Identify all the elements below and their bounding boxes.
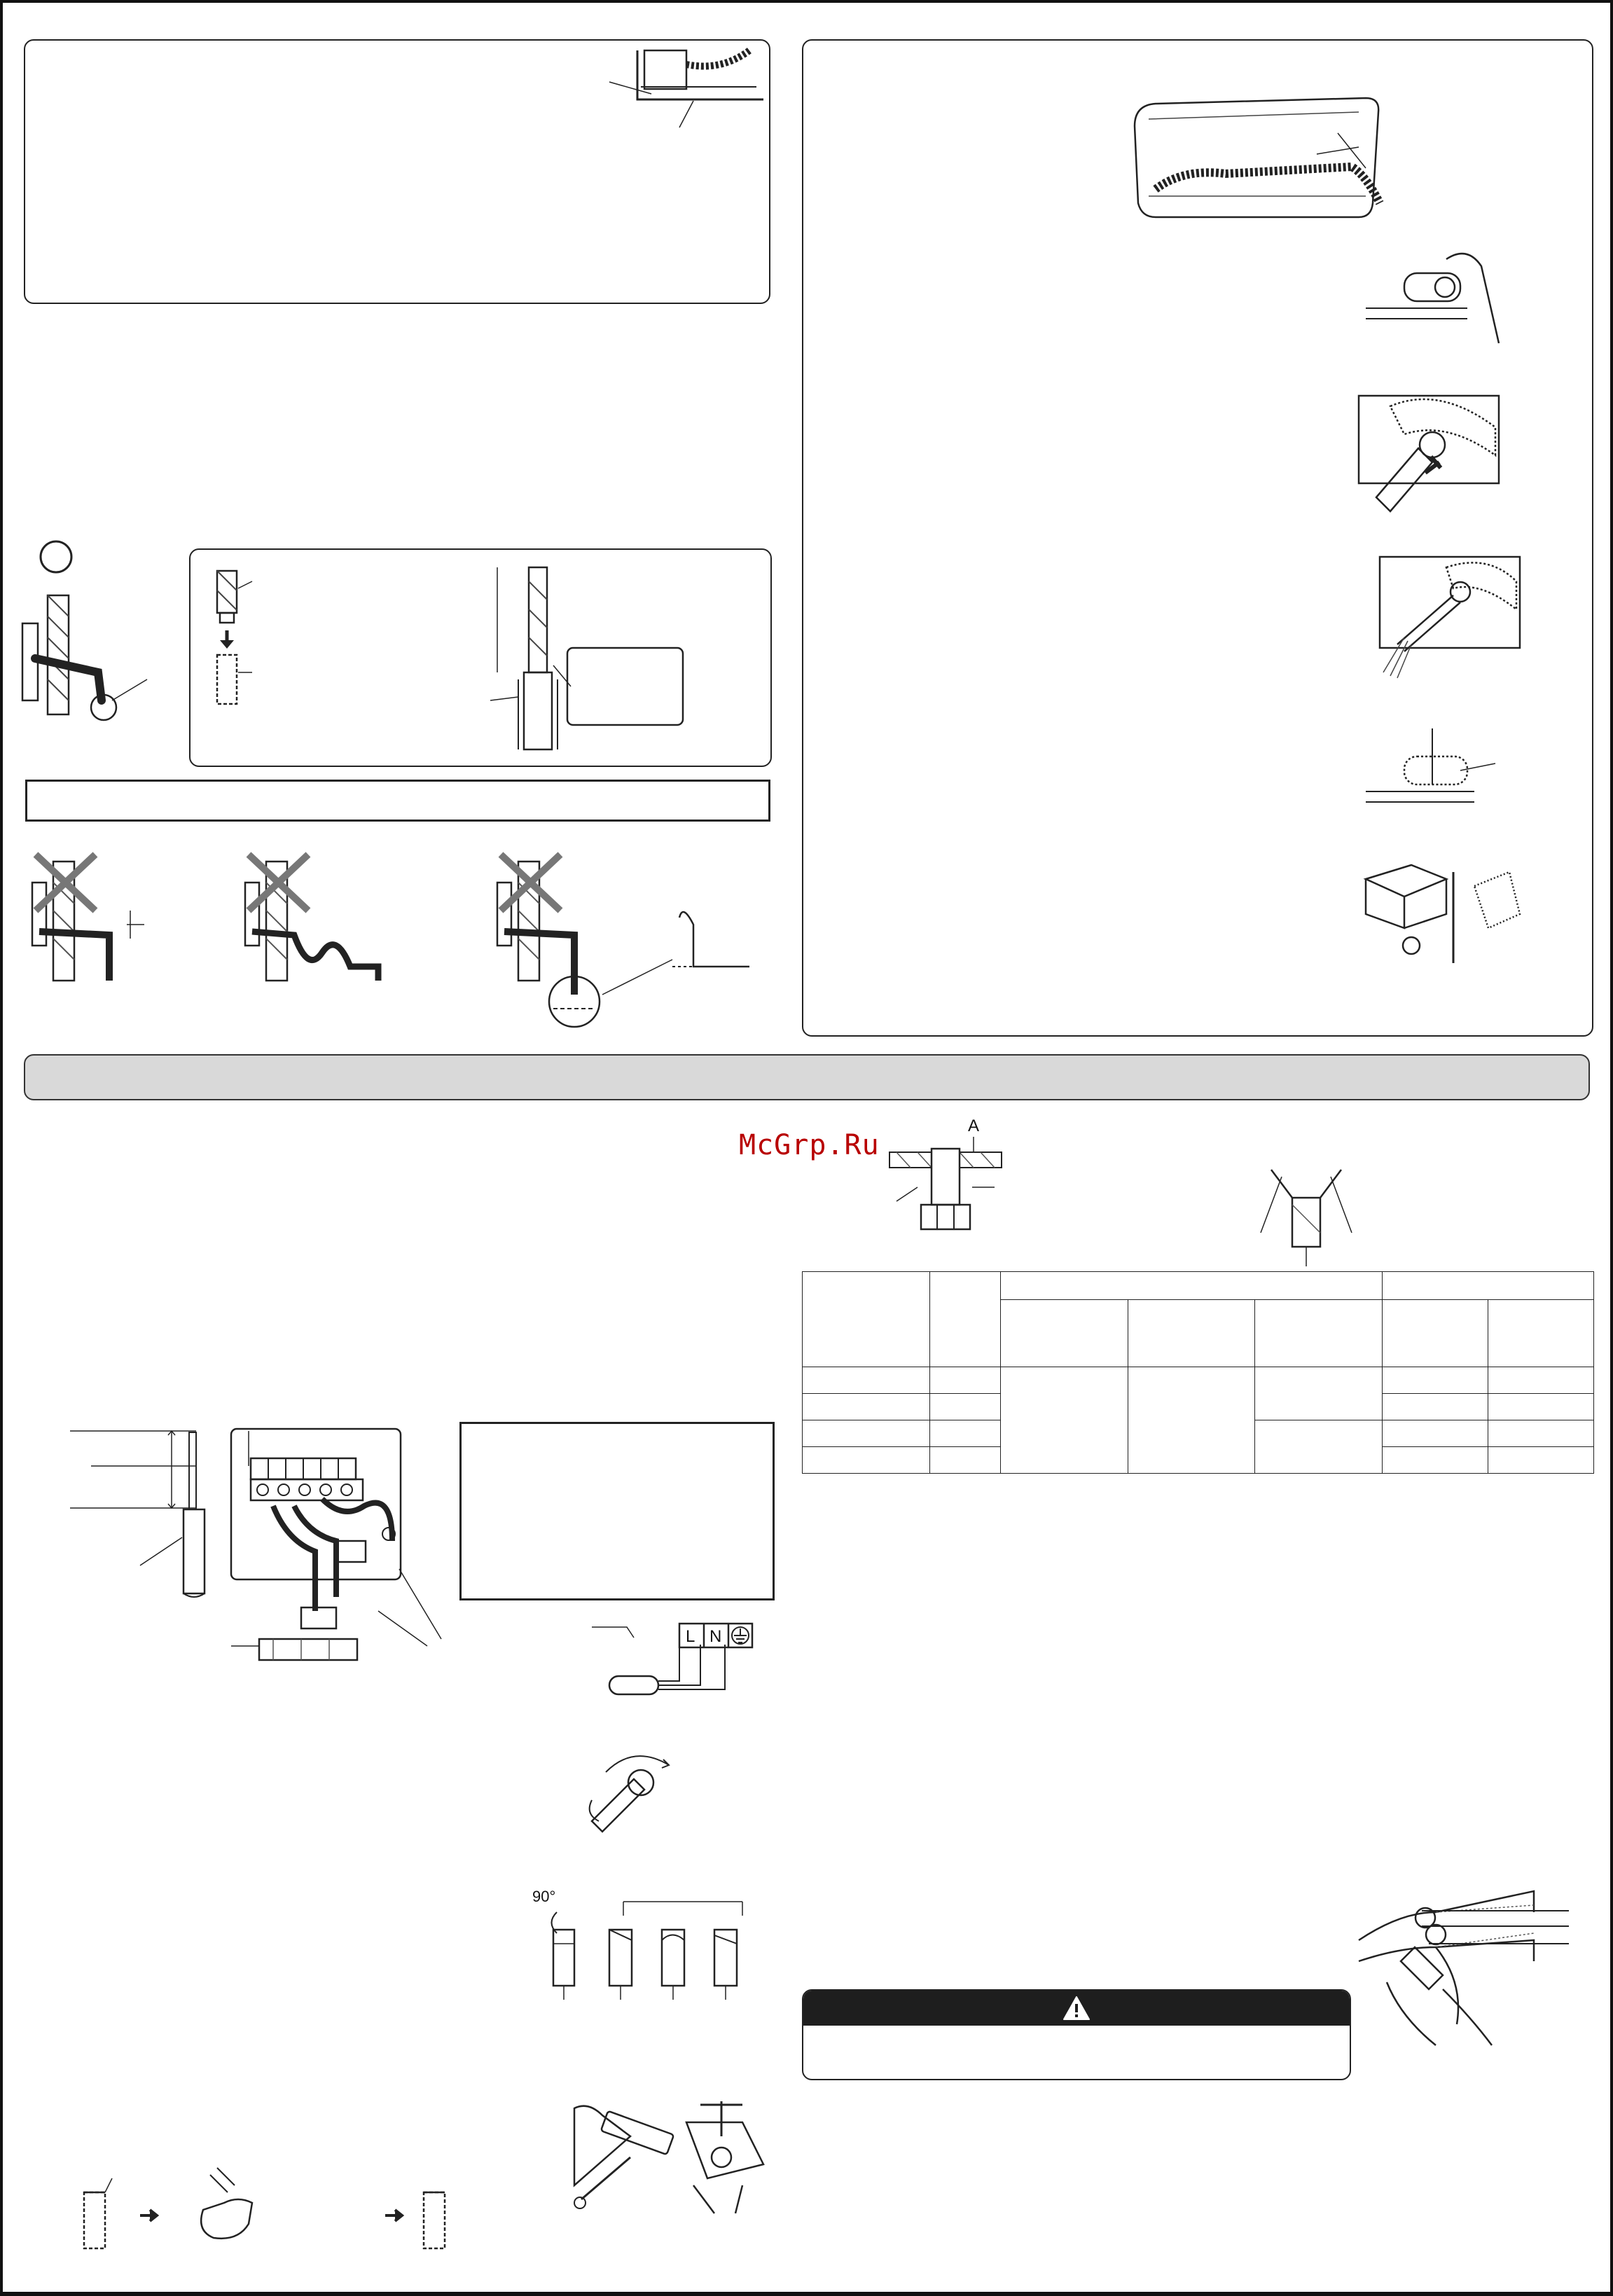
flare-dimension-table [802, 1271, 1594, 1474]
wiring-note-box [459, 1422, 775, 1600]
figure-hand-pipe-1 [1362, 238, 1502, 350]
arrow-right-icon [140, 2210, 157, 2221]
warning-triangle-icon [1062, 1996, 1091, 2021]
figure-insulation-wrap [1355, 392, 1509, 511]
figure-hose-joint [210, 567, 700, 756]
figure-drain-hose-wall [21, 539, 154, 735]
figure-flaring-tools [560, 2094, 770, 2220]
figure-power-cord-terminal [592, 1624, 774, 1701]
arrow-right-icon [385, 2210, 402, 2221]
section-header-bar [24, 1054, 1590, 1100]
figure-pipe-final [1362, 721, 1502, 819]
dim-a-label: A [968, 1116, 980, 1135]
figure-prohibited-2 [245, 855, 385, 981]
angle-90-label: 90° [532, 1888, 556, 1905]
figure-pipe-cut-90 [532, 1888, 770, 2014]
warning-box [802, 1989, 1351, 2080]
figure-deburr-sequence [77, 2161, 483, 2252]
figure-terminal-block [231, 1429, 455, 1667]
watermark: McGrp.Ru [739, 1129, 880, 1161]
note-box-drain [25, 780, 770, 822]
terminal-n-label: N [709, 1627, 722, 1646]
figure-indoor-unit-piping [1128, 91, 1394, 224]
figure-pipe-brush [1376, 553, 1530, 679]
figure-double-wrench [1359, 1884, 1583, 2059]
figure-prohibited-1 [32, 855, 165, 981]
figure-box-wall [1362, 858, 1523, 963]
figure-unit-bottom-detail [602, 43, 770, 155]
warning-header [803, 1991, 1350, 2026]
figure-wire-strip [70, 1425, 231, 1607]
figure-wrench-tighten [585, 1744, 690, 1835]
figure-prohibited-3 [497, 855, 763, 1044]
figure-flare-dimension [889, 1117, 1002, 1250]
figure-flare-cross-section [1257, 1149, 1355, 1268]
terminal-l-label: L [686, 1627, 695, 1646]
ground-icon [732, 1627, 749, 1644]
